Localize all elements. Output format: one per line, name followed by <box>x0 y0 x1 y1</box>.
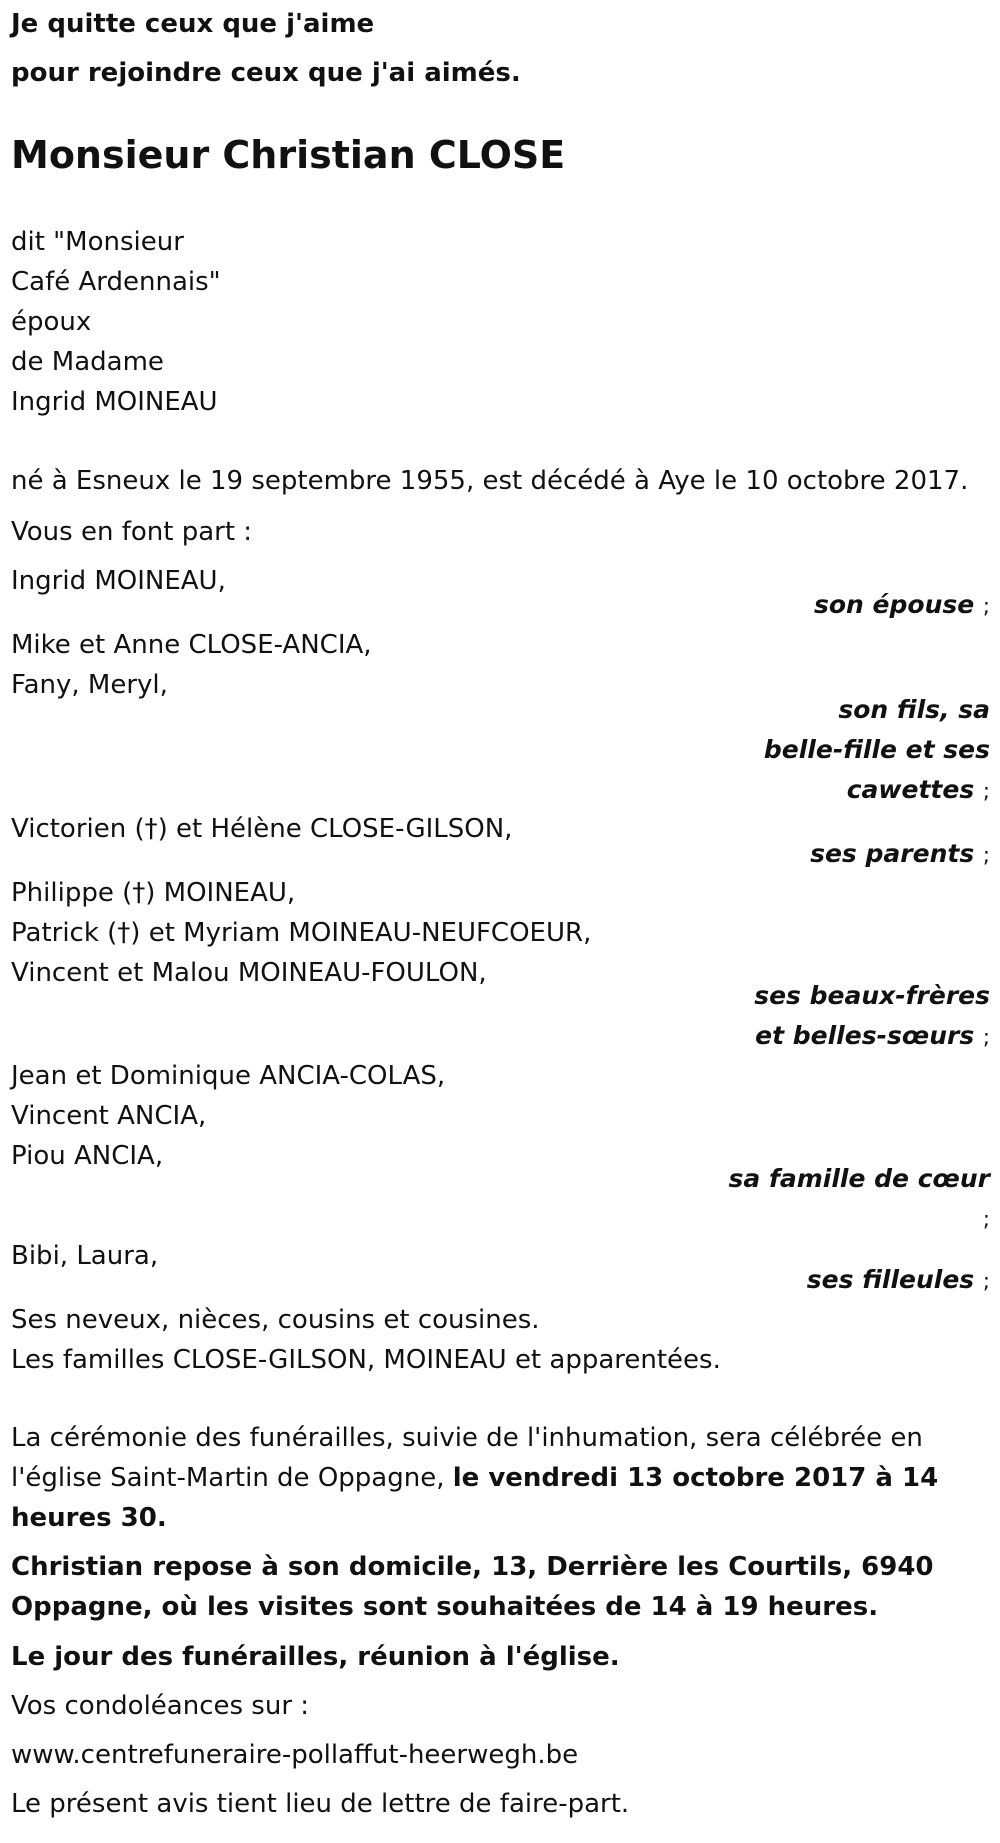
family-role <box>814 585 990 626</box>
role-semicolon: ; <box>982 1207 990 1231</box>
announce-line: Vous en font part : <box>11 517 253 547</box>
family-name-line: Fany, Meryl, <box>11 670 168 700</box>
family-role: son fils, sa <box>838 695 990 724</box>
family-role: ses beaux-frères <box>754 981 990 1010</box>
family-name-line: Patrick (†) et Myriam MOINEAU-NEUFCOEUR, <box>11 918 592 948</box>
family-name-line: Jean et Dominique ANCIA-COLAS, <box>11 1061 446 1091</box>
ceremony-place: l'église Saint-Martin de Oppagne, <box>11 1463 453 1493</box>
ceremony-time: heures 30. <box>11 1503 167 1533</box>
family-role <box>810 834 990 875</box>
family-role: sa famille de cœur <box>728 1164 990 1193</box>
role-text: et belles-sœurs <box>755 1021 975 1050</box>
ceremony-line <box>11 1458 938 1498</box>
closing-line: Le présent avis tient lieu de lettre de faire-part. <box>11 1789 630 1819</box>
others-line: Les familles CLOSE-GILSON, MOINEAU et apparentées. <box>11 1345 721 1375</box>
deceased-name: Monsieur Christian CLOSE <box>11 133 566 177</box>
family-role <box>847 770 990 811</box>
intro-line: époux <box>11 307 92 337</box>
website-text: www.centrefuneraire-pollaffut-heerwegh.be <box>11 1740 579 1770</box>
condolences-line: Vos condoléances sur : <box>11 1691 310 1721</box>
ceremony-date: le vendredi 13 octobre 2017 à 14 <box>452 1463 939 1493</box>
role-text: ses parents <box>810 839 975 868</box>
role-semicolon: ; <box>982 1269 990 1293</box>
family-role <box>755 1016 990 1057</box>
quote-line-1: Je quitte ceux que j'aime <box>11 9 375 39</box>
intro-line: de Madame <box>11 347 164 377</box>
family-role: belle-fille et ses <box>763 735 990 764</box>
role-text: ses filleules <box>806 1265 975 1294</box>
family-name-line: Victorien (†) et Hélène CLOSE-GILSON, <box>11 814 513 844</box>
role-semicolon: ; <box>982 1025 990 1049</box>
intro-line: Ingrid MOINEAU <box>11 387 218 417</box>
ceremony-line: La cérémonie des funérailles, suivie de l'inhumation, sera célébrée en <box>11 1423 923 1453</box>
birth-death-line: né à Esneux le 19 septembre 1955, est décédé à Aye le 10 octobre 2017. <box>11 466 969 496</box>
rest-line: Christian repose à son domicile, 13, Derrière les Courtils, 6940 <box>11 1552 934 1582</box>
role-semicolon: ; <box>982 843 990 867</box>
family-name-line: Vincent et Malou MOINEAU-FOULON, <box>11 958 487 988</box>
family-name-line: Philippe (†) MOINEAU, <box>11 878 296 908</box>
role-semicolon: ; <box>982 594 990 618</box>
role-semicolon: ; <box>982 779 990 803</box>
quote-line-2: pour rejoindre ceux que j'ai aimés. <box>11 58 521 88</box>
family-name-line: Mike et Anne CLOSE-ANCIA, <box>11 630 372 660</box>
family-name-line: Bibi, Laura, <box>11 1241 159 1271</box>
role-text: son épouse <box>813 590 975 619</box>
family-name-line: Piou ANCIA, <box>11 1141 164 1171</box>
family-role <box>983 1198 990 1239</box>
intro-line: Café Ardennais" <box>11 267 221 297</box>
family-role <box>807 1260 990 1301</box>
family-name-line: Vincent ANCIA, <box>11 1101 207 1131</box>
meeting-line: Le jour des funérailles, réunion à l'église. <box>11 1642 620 1672</box>
family-name-line: Ingrid MOINEAU, <box>11 566 226 596</box>
others-line: Ses neveux, nièces, cousins et cousines. <box>11 1305 540 1335</box>
role-text: cawettes <box>846 775 975 804</box>
rest-line: Oppagne, où les visites sont souhaitées de 14 à 19 heures. <box>11 1592 879 1622</box>
intro-line: dit "Monsieur <box>11 227 184 257</box>
